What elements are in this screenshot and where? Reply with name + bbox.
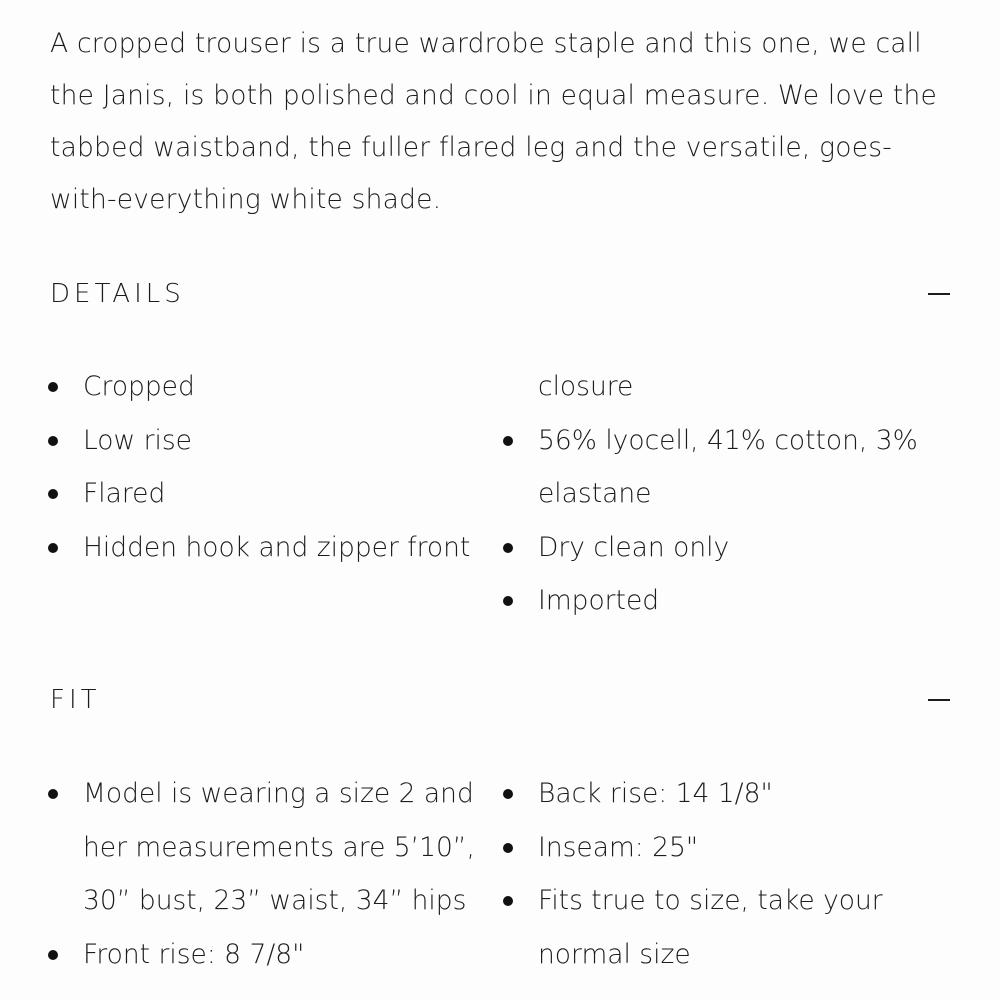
- details-list-column-1: [48, 360, 488, 574]
- list-item: 56% lyocell, 41% cotton, 3% elastane: [503, 414, 943, 521]
- list-item: Flared: [48, 467, 488, 521]
- list-item: Front rise: 8 7/8": [48, 928, 498, 982]
- product-description: A cropped trouser is a true wardrobe staple and this one, we call the Janis, is both polished and cool in equal measure. We love the tabbed waistband, the fuller flared leg and the versatile, goes-with-everything white shade.: [50, 28, 937, 215]
- list-item-continuation: closure: [538, 371, 634, 402]
- list-item: Hidden hook and zipper front: [48, 521, 488, 575]
- list-item: Imported: [503, 574, 943, 628]
- list-item: Dry clean only: [503, 521, 943, 575]
- details-section-title: DETAILS: [50, 279, 185, 309]
- details-section-header[interactable]: [50, 274, 950, 314]
- fit-list-column-1: [48, 767, 498, 981]
- fit-section-header[interactable]: [50, 680, 950, 720]
- list-item: Back rise: 14 1/8": [503, 767, 943, 821]
- minus-icon[interactable]: [928, 293, 950, 295]
- list-item: Cropped: [48, 360, 488, 414]
- list-item: Fits true to size, take your normal size: [503, 874, 943, 981]
- list-item: Inseam: 25": [503, 821, 943, 875]
- minus-icon[interactable]: [928, 699, 950, 701]
- list-item: Model is wearing a size 2 and her measurements are 5’10”, 30” bust, 23” waist, 34” hips: [48, 767, 498, 928]
- fit-list-column-2: [503, 767, 943, 981]
- fit-section-title: FIT: [50, 685, 101, 715]
- details-list-column-2: [503, 360, 943, 628]
- list-item: Low rise: [48, 414, 488, 468]
